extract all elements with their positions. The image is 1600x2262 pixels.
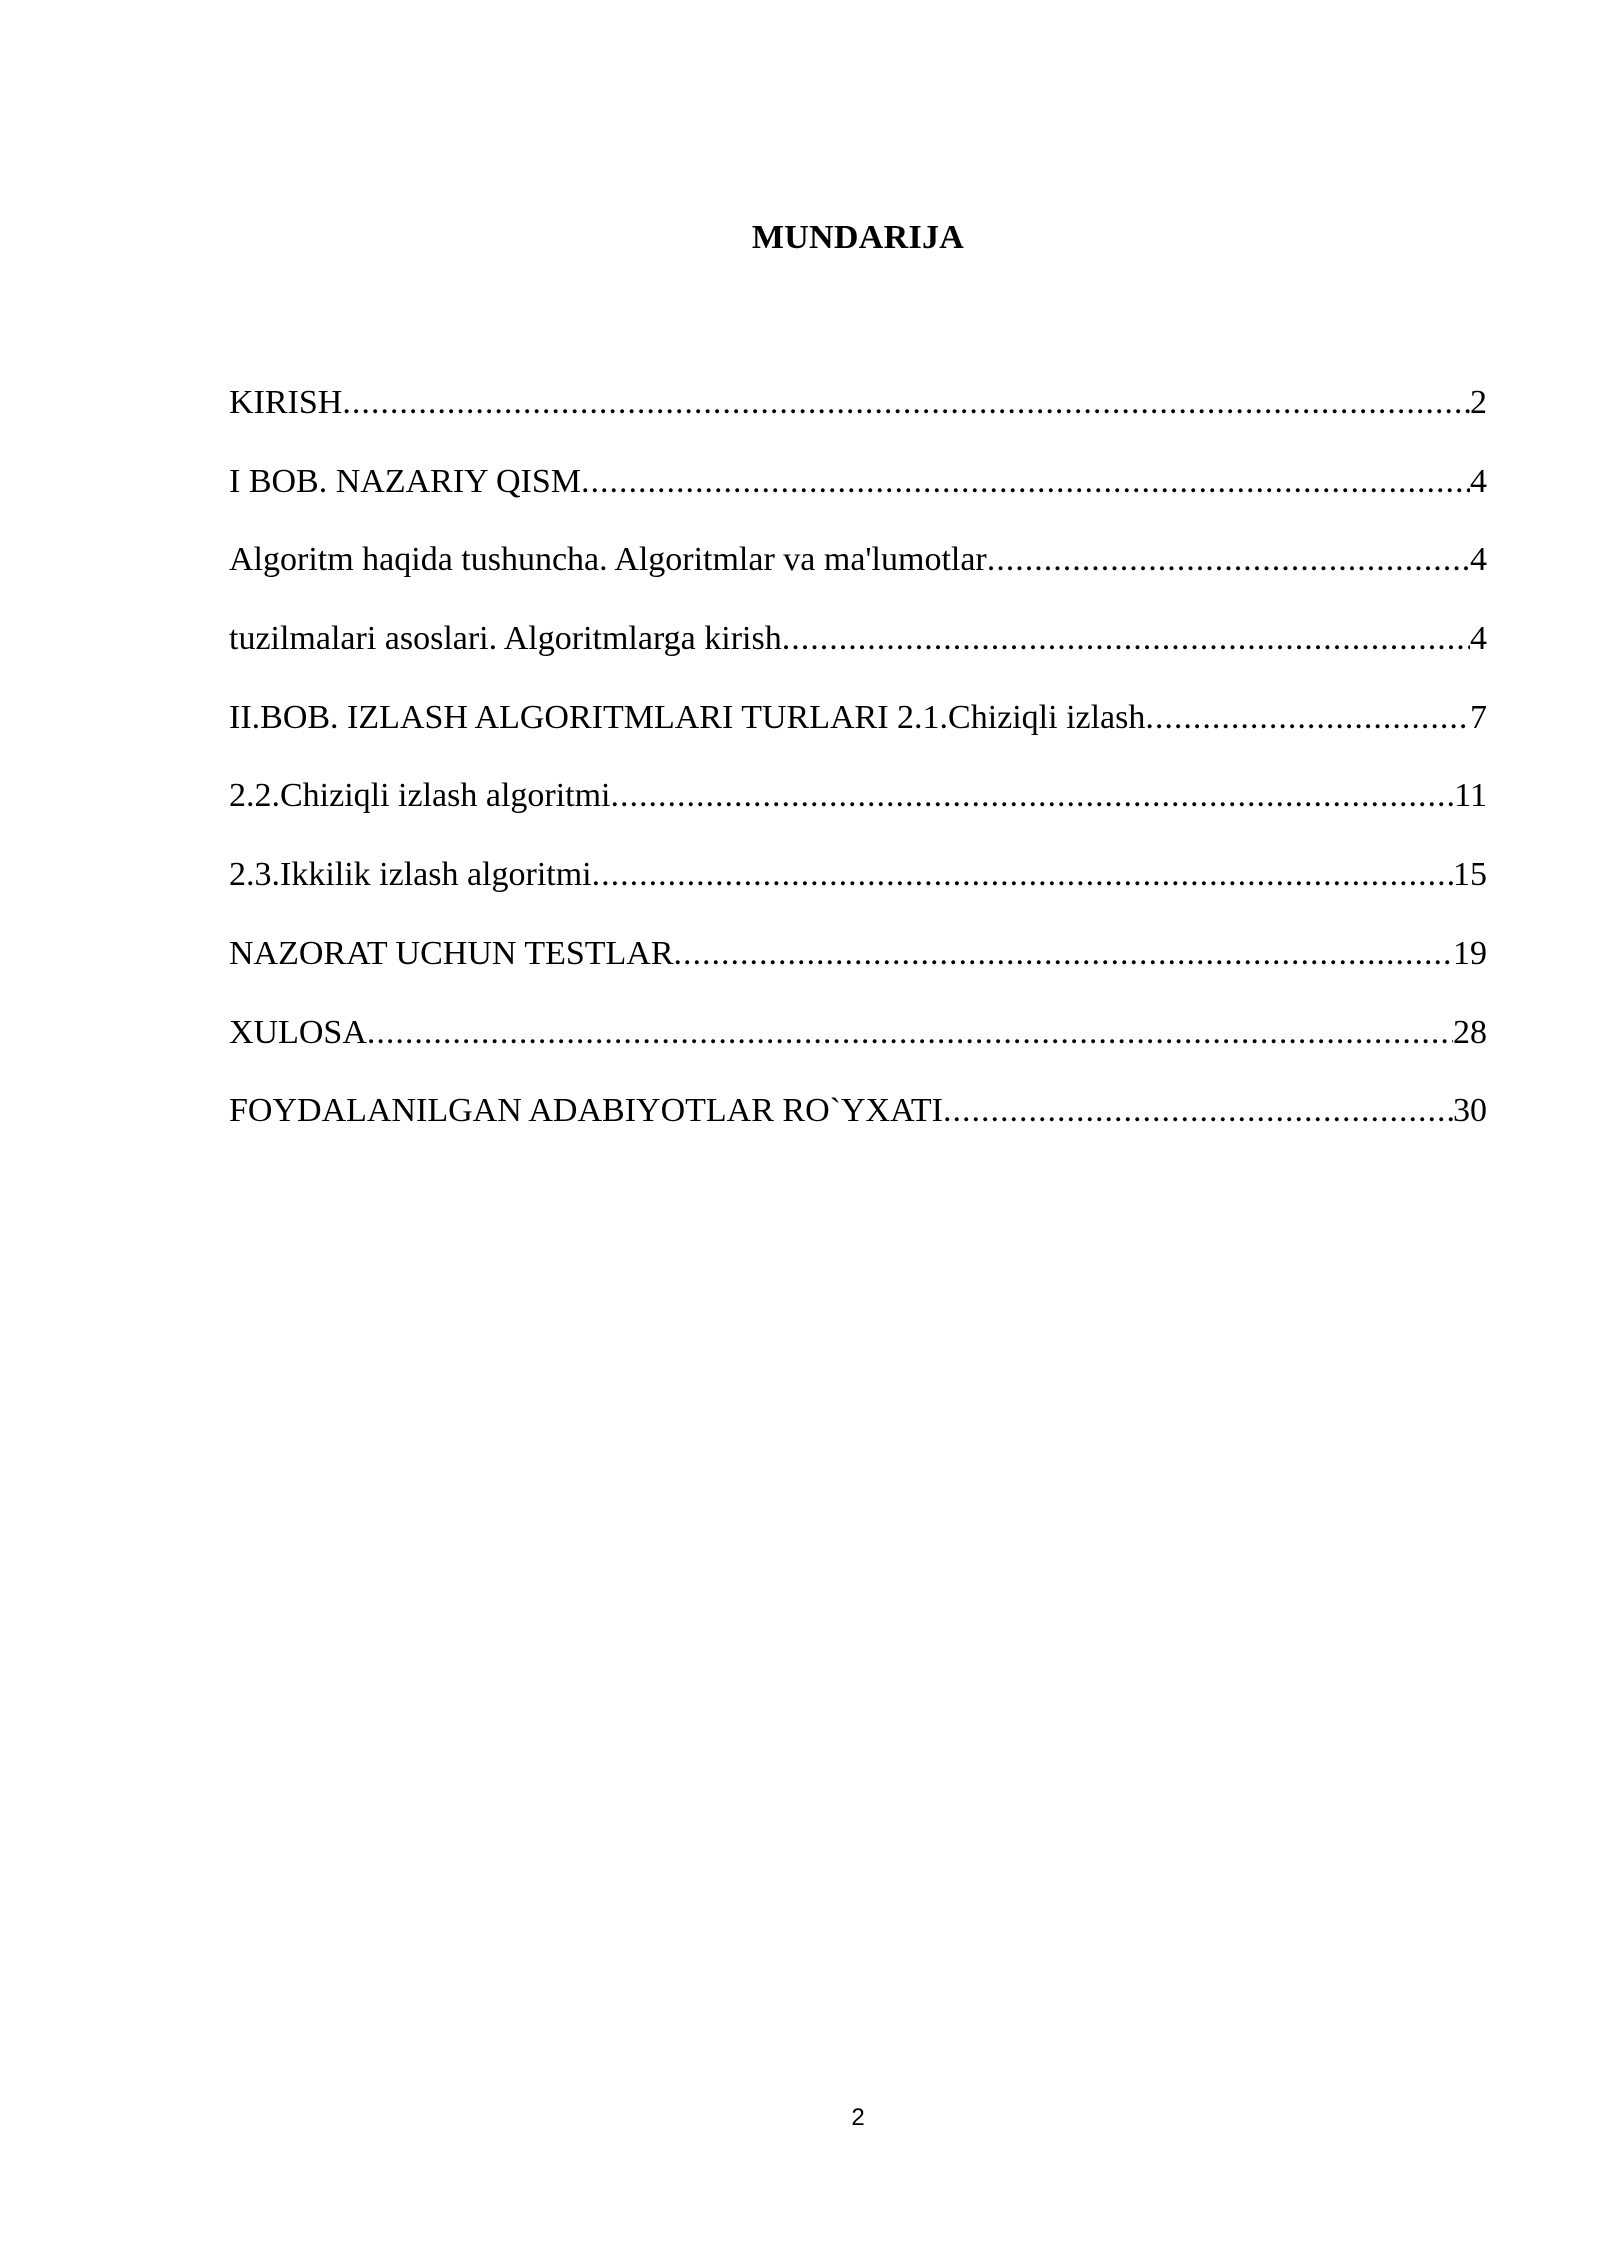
toc-entry: [229, 614, 1487, 693]
toc-dot-leader: [367, 1008, 1453, 1058]
toc-entry-label: FOYDALANILGAN ADABIYOTLAR RO`YXATI: [229, 1092, 943, 1130]
toc-entry-label: II.BOB. IZLASH ALGORITMLARI TURLARI 2.1.Chiziqli izlash: [229, 698, 1146, 736]
toc-dot-leader: [943, 1086, 1453, 1136]
toc-entry: [229, 771, 1487, 850]
toc-entry-page: 2: [1470, 384, 1487, 421]
toc-dot-leader: [592, 850, 1453, 900]
table-of-contents: [229, 378, 1487, 1165]
toc-entry-label: KIRISH: [229, 384, 343, 421]
toc-dot-leader: [782, 614, 1470, 664]
toc-dot-leader: [581, 457, 1470, 507]
toc-entry-label: NAZORAT UCHUN TESTLAR: [229, 934, 674, 972]
page-title: MUNDARIJA: [751, 219, 965, 256]
toc-entry: [229, 850, 1487, 929]
toc-dot-leader: [987, 535, 1470, 585]
toc-entry-label: 2.3.Ikkilik izlash algoritmi: [229, 856, 592, 894]
toc-entry-page: 4: [1470, 462, 1487, 500]
toc-dot-leader: [611, 771, 1455, 821]
toc-entry-page: 15: [1453, 856, 1487, 894]
toc-entry: [229, 457, 1487, 536]
toc-entry-page: 7: [1470, 698, 1487, 736]
toc-entry-label: XULOSA: [229, 1013, 367, 1051]
toc-entry-label: Algoritm haqida tushuncha. Algoritmlar va ma'lumotlar: [229, 541, 987, 579]
toc-entry: [229, 1086, 1487, 1165]
toc-entry: [229, 535, 1487, 614]
toc-dot-leader: [674, 929, 1453, 979]
toc-entry-label: 2.2.Chiziqli izlash algoritmi: [229, 777, 611, 815]
toc-entry: [229, 1008, 1487, 1087]
toc-entry: [229, 378, 1487, 457]
toc-dot-leader: [1145, 693, 1470, 743]
toc-entry-page: 19: [1453, 934, 1487, 972]
toc-dot-leader: [342, 378, 1470, 428]
toc-entry-page: 11: [1454, 777, 1487, 815]
toc-entry-page: 30: [1453, 1092, 1487, 1130]
toc-entry-label: tuzilmalari asoslari. Algoritmlarga kirish: [229, 620, 782, 658]
toc-entry-page: 4: [1470, 620, 1487, 658]
toc-entry-page: 4: [1470, 541, 1487, 579]
toc-entry-page: 28: [1453, 1013, 1487, 1051]
toc-entry: [229, 693, 1487, 772]
toc-entry: [229, 929, 1487, 1008]
page-number: 2: [851, 2104, 865, 2131]
toc-entry-label: I BOB. NAZARIY QISM: [229, 462, 581, 500]
